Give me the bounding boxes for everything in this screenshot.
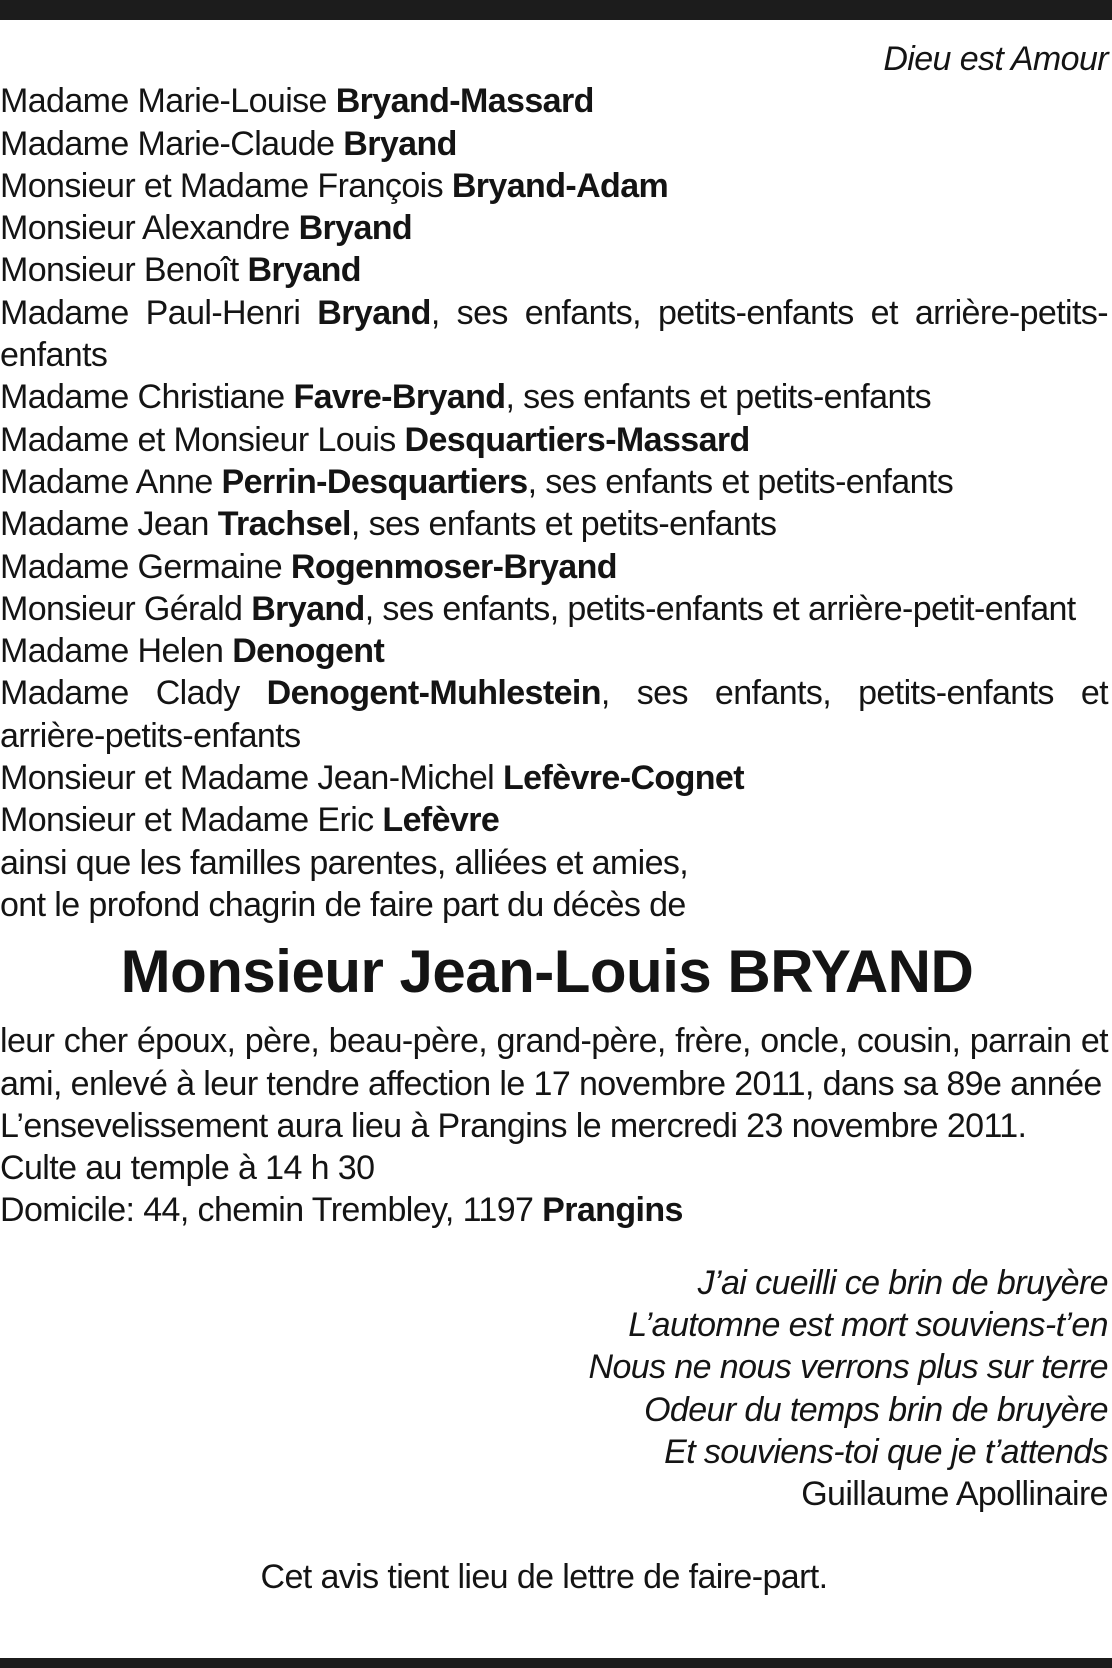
family-member-line bbox=[0, 757, 1108, 799]
member-surname: Bryand-Adam bbox=[451, 166, 669, 205]
domicile-city: Prangins bbox=[542, 1191, 683, 1230]
member-descendants: , ses enfants, petits-enfants et arrière-petit-enfant bbox=[364, 589, 1076, 628]
poem-author: Guillaume Apollinaire bbox=[801, 1475, 1108, 1514]
poem bbox=[0, 1262, 1108, 1516]
member-surname: Denogent-Muhlestein bbox=[266, 674, 601, 713]
member-given-name: Madame Christiane bbox=[0, 378, 294, 417]
motto: Dieu est Amour bbox=[883, 40, 1108, 78]
member-surname: Lefèvre bbox=[382, 801, 500, 840]
domicile-info bbox=[0, 1189, 1108, 1231]
domicile-address: Domicile: 44, chemin Trembley, 1197 bbox=[0, 1191, 543, 1230]
member-surname: Lefèvre-Cognet bbox=[502, 759, 744, 798]
member-given-name: Monsieur et Madame Jean-Michel bbox=[0, 759, 503, 798]
family-list bbox=[0, 80, 1108, 841]
family-member-line bbox=[0, 80, 1108, 122]
poem-line: Nous ne nous verrons plus sur terre bbox=[588, 1348, 1108, 1387]
family-member-line bbox=[0, 249, 1108, 291]
member-surname: Bryand bbox=[317, 293, 431, 332]
family-member-line bbox=[0, 292, 1108, 377]
member-surname: Bryand bbox=[247, 251, 361, 290]
family-member-line bbox=[0, 207, 1108, 249]
family-member-line bbox=[0, 546, 1108, 588]
member-given-name: Madame Marie-Louise bbox=[0, 82, 336, 121]
family-member-line bbox=[0, 588, 1108, 630]
member-surname: Bryand bbox=[251, 589, 365, 628]
member-surname: Bryand bbox=[298, 209, 413, 248]
member-surname: Desquartiers-Massard bbox=[404, 420, 750, 459]
poem-line: L’automne est mort souviens-t’en bbox=[628, 1306, 1108, 1345]
member-descendants: , ses enfants, petits-enfants et arrière-petits-enfants bbox=[0, 293, 1108, 375]
poem-line: J’ai cueilli ce brin de bruyère bbox=[697, 1263, 1108, 1302]
family-member-line bbox=[0, 672, 1108, 757]
member-descendants: , ses enfants et petits-enfants bbox=[527, 462, 954, 501]
footer-note: Cet avis tient lieu de lettre de faire-part. bbox=[260, 1557, 828, 1596]
burial-info: L’ensevelissement aura lieu à Prangins le mercredi 23 novembre 2011. bbox=[0, 1106, 1027, 1145]
member-given-name: Monsieur et Madame Eric bbox=[0, 801, 383, 840]
member-given-name: Monsieur Benoît bbox=[0, 251, 248, 290]
top-rule bbox=[0, 0, 1112, 20]
poem-line: Odeur du temps brin de bruyère bbox=[644, 1390, 1108, 1429]
family-member-line bbox=[0, 165, 1108, 207]
member-given-name: Monsieur Gérald bbox=[0, 589, 252, 628]
deceased-description: leur cher époux, père, beau-père, grand-père, frère, oncle, cousin, parrain et ami, enlevé à leur tendre affection le 17 novembre 2011, dans sa 89e année bbox=[0, 1022, 1108, 1103]
member-surname: Trachsel bbox=[217, 505, 351, 544]
member-given-name: Madame Clady bbox=[0, 674, 267, 713]
member-given-name: Madame Germaine bbox=[0, 547, 291, 586]
member-descendants: , ses enfants et petits-enfants bbox=[505, 378, 931, 417]
member-given-name: Madame Paul-Henri bbox=[0, 293, 318, 332]
family-member-line bbox=[0, 123, 1108, 165]
member-surname: Favre-Bryand bbox=[293, 378, 506, 417]
service-info: Culte au temple à 14 h 30 bbox=[0, 1149, 375, 1188]
member-given-name: Monsieur et Madame François bbox=[0, 166, 452, 205]
family-member-line bbox=[0, 461, 1108, 503]
obituary-notice bbox=[0, 38, 1108, 1598]
closing-line-1: ainsi que les familles parentes, alliées et amies, bbox=[0, 843, 689, 882]
member-surname: Rogenmoser-Bryand bbox=[290, 547, 617, 586]
family-member-line bbox=[0, 503, 1108, 545]
member-descendants: , ses enfants, petits-enfants et arrière-petits-enfants bbox=[0, 674, 1108, 755]
member-given-name: Madame Jean bbox=[0, 505, 218, 544]
member-surname: Bryand bbox=[343, 124, 457, 163]
member-surname: Denogent bbox=[232, 632, 385, 671]
family-member-line bbox=[0, 376, 1108, 418]
member-descendants: , ses enfants et petits-enfants bbox=[350, 505, 777, 544]
member-given-name: Madame Anne bbox=[0, 462, 222, 501]
member-given-name: Madame Marie-Claude bbox=[0, 124, 344, 163]
deceased-name: Monsieur Jean-Louis BRYAND bbox=[120, 938, 974, 1006]
member-given-name: Madame et Monsieur Louis bbox=[0, 420, 405, 459]
family-member-line bbox=[0, 419, 1108, 461]
family-member-line bbox=[0, 630, 1108, 672]
member-surname: Perrin-Desquartiers bbox=[221, 462, 528, 501]
bottom-rule bbox=[0, 1658, 1112, 1668]
closing-line-2: ont le profond chagrin de faire part du décès de bbox=[0, 885, 686, 924]
member-given-name: Monsieur Alexandre bbox=[0, 209, 299, 248]
poem-line: Et souviens-toi que je t’attends bbox=[664, 1432, 1108, 1471]
member-surname: Bryand-Massard bbox=[335, 82, 594, 121]
family-member-line bbox=[0, 799, 1108, 841]
member-given-name: Madame Helen bbox=[0, 632, 233, 671]
